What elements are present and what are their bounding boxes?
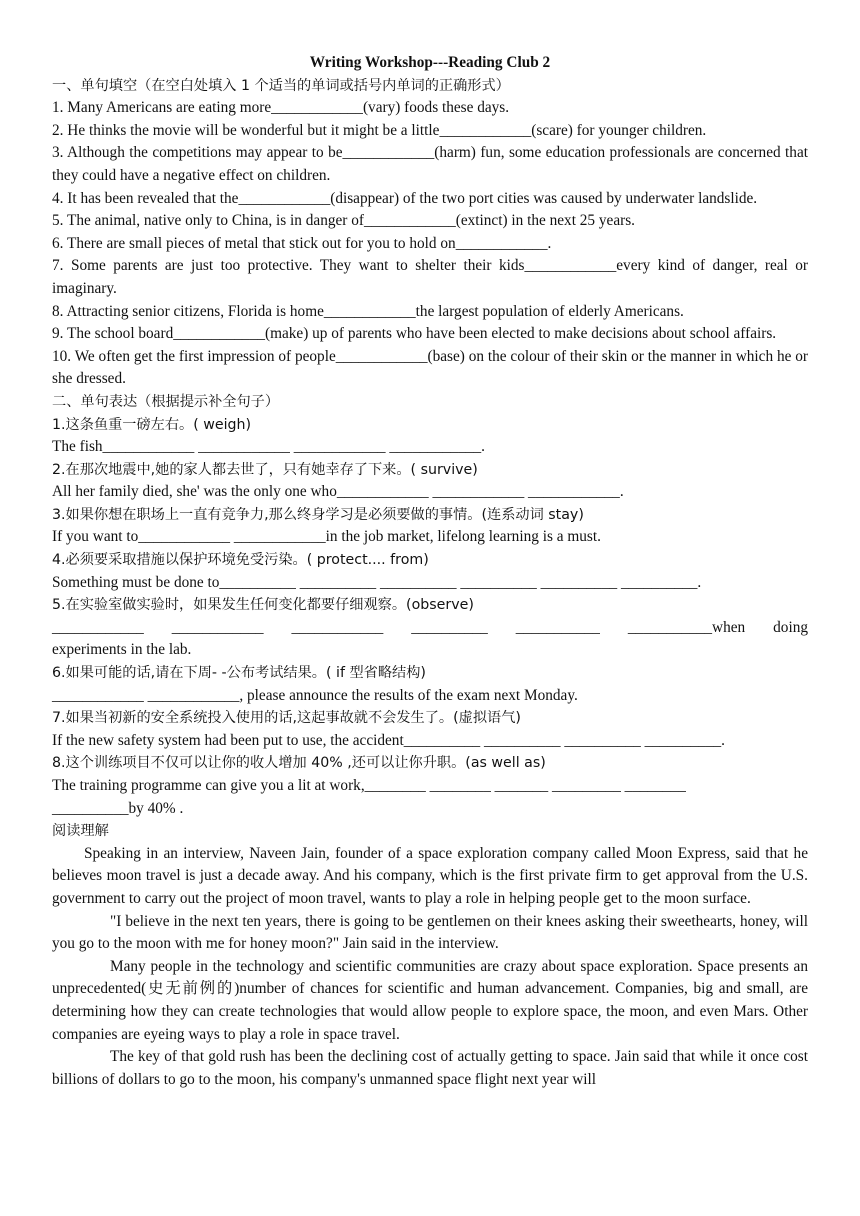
translate-q8-answer-line2: __________by 40% .	[52, 799, 184, 817]
q5-blank-4: __________	[411, 618, 488, 636]
q5-blank-6: ___________when	[627, 618, 746, 636]
translate-q4-answer: Something must be done to__________ __________ __________ __________ __________ __________.	[52, 573, 702, 591]
reading-paragraph-1: Speaking in an interview, Naveen Jain, founder of a space exploration company called Moon Express, said that he believes moon travel is just a decade away. And his company, which is the first private firm to get approval from the U.S. government to carry out the project of moon travel, wants to play a role in helping people get to the moon surface.	[52, 844, 808, 907]
translate-q8-answer-line1: The training programme can give you a lit at work,________ ________ _______ _________ ________	[52, 777, 686, 794]
fill-item-1: 1. Many Americans are eating more____________(vary) foods these days.	[52, 99, 510, 117]
translate-q1-answer: The fish____________ ____________ ____________ ____________.	[52, 438, 485, 456]
translate-q6-answer: ____________ ____________, please announce the results of the exam next Monday.	[52, 686, 578, 704]
translate-q2-answer: All her family died, she' was the only one who____________ ____________ ____________.	[52, 483, 624, 501]
fill-item-2: 2. He thinks the movie will be wonderful but it might be a little____________(scare) for younger children.	[52, 121, 707, 139]
fill-item-6: 6. There are small pieces of metal that stick out for you to hold on____________.	[52, 234, 552, 252]
translate-q3-answer: If you want to____________ ____________in the job market, lifelong learning is a must.	[52, 528, 601, 546]
translate-q8-prompt: 8.这个训练项目不仅可以让你的收人增加 40% ,还可以让你升职。(as well as)	[52, 755, 546, 772]
fill-item-10: 10. We often get the first impression of people____________(base) on the colour of their skin or the manner in which he or she dressed.	[52, 347, 808, 388]
translate-q7-prompt: 7.如果当初新的安全系统投入使用的话,这起事故就不会发生了。(虚拟语气)	[52, 710, 521, 727]
q5-blank-1: ____________	[52, 618, 144, 636]
q5-word-doing: doing	[773, 618, 808, 636]
q5-blank-5: ___________	[515, 618, 600, 636]
fill-item-8: 8. Attracting senior citizens, Florida is home____________the largest population of elderly Americans.	[52, 302, 684, 320]
translate-q7-answer: If the new safety system had been put to use, the accident__________ __________ __________ __________.	[52, 731, 725, 749]
page-title: Writing Workshop---Reading Club 2	[309, 54, 551, 71]
section3-heading: 阅读理解	[52, 823, 109, 840]
fill-item-3: 3. Although the competitions may appear to be____________(harm) fun, some education professionals are concerned that they could have a negative effect on children.	[52, 144, 808, 184]
fill-item-9: 9. The school board____________(make) up of parents who have been elected to make decisions about school affairs.	[52, 325, 777, 343]
q5-blank-3: ____________	[291, 618, 384, 636]
section1-heading: 一、单句填空（在空白处填入 1 个适当的单词或括号内单词的正确形式）	[52, 77, 510, 94]
translate-q5-prompt: 5.在实验室做实验时，如果发生任何变化都要仔细观察。(observe)	[52, 597, 474, 614]
reading-paragraph-4: The key of that gold rush has been the declining cost of actually getting to space. Jain said that while it once cost billions of dollars to go to the moon, his company's unmanned space flight next year will	[52, 1048, 808, 1088]
reading-paragraph-2: "I believe in the next ten years, there is going to be gentlemen on their knees asking their sweethearts, honey, will you go to the moon with me for honey moon?" Jain said in the interview.	[52, 912, 808, 953]
translate-q2-prompt: 2.在那次地震中,她的家人都去世了，只有她幸存了下来。( survive)	[52, 461, 478, 478]
translate-q5-answer-end: experiments in the lab.	[52, 641, 192, 659]
reading-paragraph-3: Many people in the technology and scientific communities are crazy about space exploration. Space presents an unprecedented(史无前例的)number of chances for scientific and human advancement. Companies, big and small, are determining how they can create technologies that would allow people to explore space, the moon, and even Mars. Other companies are eyeing ways to play a role in space travel.	[52, 957, 808, 1043]
translate-q4-prompt: 4.必须要采取措施以保护环境免受污染。( protect.... from)	[52, 552, 429, 569]
translate-q1-prompt: 1.这条鱼重一磅左右。( weigh)	[52, 416, 252, 433]
fill-item-7: 7. Some parents are just too protective. They want to shelter their kids____________every kind of danger, real or imaginary.	[52, 257, 808, 297]
translate-q3-prompt: 3.如果你想在职场上一直有竞争力,那么终身学习是必须要做的事情。(连系动词 stay)	[52, 506, 584, 523]
translate-q6-prompt: 6.如果可能的话,请在下周- -公布考试结果。( if 型省略结构)	[52, 665, 426, 682]
q5-blank-2: ____________	[171, 618, 264, 636]
translate-q5-blanks	[52, 617, 808, 640]
section2-heading: 二、单句表达（根据提示补全句子）	[52, 393, 280, 410]
fill-item-4: 4. It has been revealed that the____________(disappear) of the two port cities was caused by underwater landslide.	[52, 189, 758, 207]
fill-item-5: 5. The animal, native only to China, is in danger of____________(extinct) in the next 25 years.	[52, 212, 635, 230]
